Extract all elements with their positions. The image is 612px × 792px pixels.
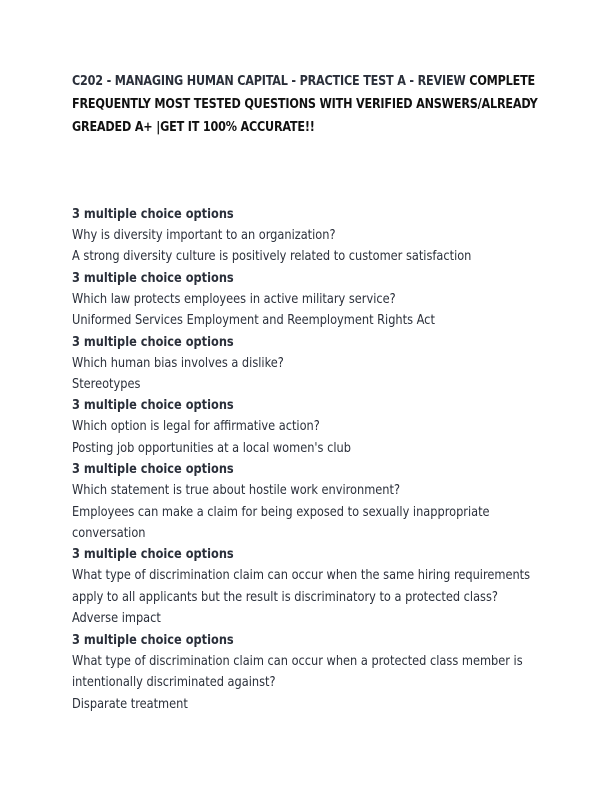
qa-answer: A strong diversity culture is positively related to customer satisfaction (72, 248, 472, 265)
qa-question: Which statement is true about hostile work environment? (72, 482, 400, 499)
qa-item (72, 204, 542, 268)
qa-item (72, 459, 542, 544)
qa-label: 3 multiple choice options (72, 397, 234, 414)
qa-label: 3 multiple choice options (72, 631, 234, 648)
qa-label: 3 multiple choice options (72, 333, 234, 350)
qa-answer: Adverse impact (72, 610, 161, 627)
document-title (72, 70, 542, 139)
qa-item (72, 332, 542, 396)
qa-item (72, 268, 542, 332)
qa-label: 3 multiple choice options (72, 206, 234, 222)
qa-answer: Disparate treatment (72, 695, 188, 712)
qa-answer: Employees can make a claim for being exposed to sexually inappropriate conversation (72, 503, 490, 542)
qa-list (72, 204, 542, 715)
qa-answer: Posting job opportunities at a local women's club (72, 439, 351, 456)
qa-label: 3 multiple choice options (72, 546, 234, 563)
qa-question: Why is diversity important to an organization? (72, 227, 336, 243)
qa-question: Which law protects employees in active military service? (72, 290, 396, 307)
title-prefix: C202 - MANAGING HUMAN CAPITAL - PRACTICE TEST A - REVIEW (72, 74, 470, 89)
qa-answer: Uniformed Services Employment and Reemployment Rights Act (72, 312, 435, 329)
title-accent: COMPLETE FREQUENTLY MOST TESTED QUESTIONS WITH VERIFIED ANSWERS/ALREADY GREADED A+ |GET IT 100% ACCURATE!! (72, 74, 538, 135)
qa-answer: Stereotypes (72, 376, 141, 393)
qa-question: What type of discrimination claim can occur when the same hiring requirements apply to all applicants but the result is discriminatory to a protected class? (72, 567, 531, 605)
qa-question: Which human bias involves a dislike? (72, 354, 284, 371)
qa-label: 3 multiple choice options (72, 269, 234, 286)
qa-question: Which option is legal for affirmative action? (72, 418, 320, 435)
qa-item (72, 630, 542, 715)
qa-item (72, 395, 542, 459)
qa-question: What type of discrimination claim can occur when a protected class member is intentionally discriminated against? (72, 652, 523, 691)
qa-item (72, 544, 542, 629)
qa-label: 3 multiple choice options (72, 461, 234, 478)
document-page (72, 70, 542, 712)
